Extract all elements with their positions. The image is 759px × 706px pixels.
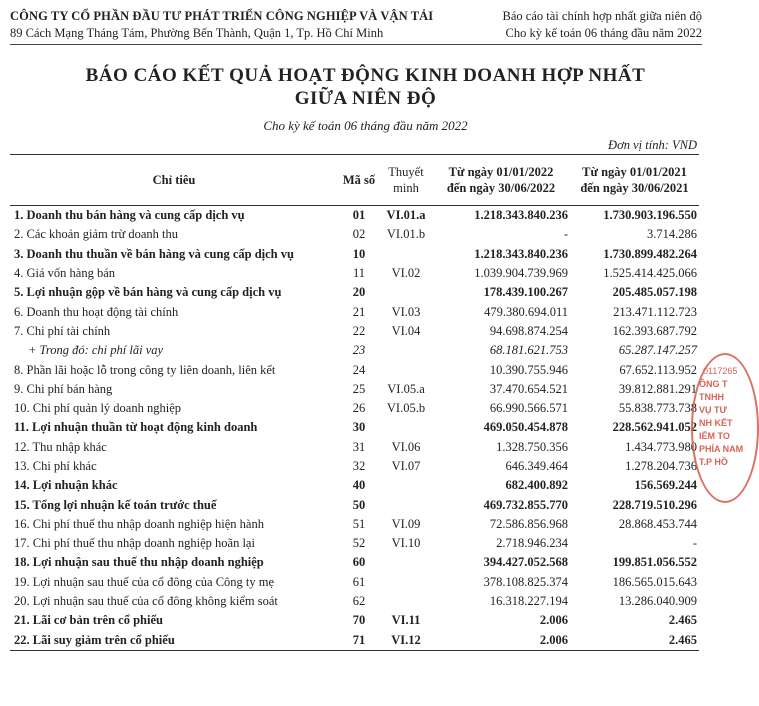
report-title-line2: GIỮA NIÊN ĐỘ bbox=[294, 88, 437, 109]
row-note bbox=[380, 418, 432, 437]
row-code: 11 bbox=[352, 266, 366, 281]
row-current-value: 469.732.855.770 bbox=[483, 497, 568, 512]
row-previous-value: 228.719.510.296 bbox=[612, 497, 697, 512]
table-row bbox=[10, 322, 699, 341]
table-row bbox=[10, 399, 699, 418]
row-current-value: - bbox=[563, 227, 568, 242]
row-label: + Trong đó: chi phí lãi vay bbox=[28, 343, 164, 358]
row-previous-value: 67.652.113.952 bbox=[619, 362, 697, 377]
row-label: 14. Lợi nhuận khác bbox=[14, 478, 118, 493]
row-previous-value: 55.838.773.738 bbox=[618, 401, 697, 416]
row-code: 25 bbox=[352, 381, 366, 396]
header-current-line2: đến ngày 30/06/2022 bbox=[446, 181, 556, 195]
row-label: 8. Phần lãi hoặc lỗ trong công ty liên doanh, liên kết bbox=[14, 362, 276, 377]
stamp-text-line: ÔNG T bbox=[699, 379, 728, 389]
row-code: 51 bbox=[352, 516, 366, 531]
row-note: VI.10 bbox=[391, 536, 421, 551]
row-label: 4. Giá vốn hàng bán bbox=[14, 266, 116, 281]
row-previous-value: 28.868.453.744 bbox=[618, 516, 697, 531]
row-note: VI.06 bbox=[391, 439, 421, 454]
row-note bbox=[380, 360, 432, 379]
header-previous-period bbox=[570, 155, 699, 206]
row-current-value: 68.181.621.753 bbox=[489, 343, 568, 358]
row-code: 23 bbox=[352, 343, 366, 358]
table-row bbox=[10, 341, 699, 360]
row-code: 24 bbox=[352, 362, 366, 377]
row-note: VI.04 bbox=[391, 323, 421, 338]
table-row bbox=[10, 302, 699, 321]
row-current-value: 178.439.100.267 bbox=[483, 285, 568, 300]
row-note bbox=[380, 341, 432, 360]
currency-unit: Đơn vị tính: VND bbox=[608, 138, 697, 152]
row-current-value: 469.050.454.878 bbox=[483, 420, 568, 435]
row-label: 1. Doanh thu bán hàng và cung cấp dịch vụ bbox=[14, 208, 245, 223]
row-current-value: 37.470.654.521 bbox=[489, 381, 568, 396]
row-current-value: 94.698.874.254 bbox=[489, 323, 568, 338]
row-code: 50 bbox=[352, 497, 366, 512]
row-current-value: 2.006 bbox=[539, 613, 568, 628]
row-label: 3. Doanh thu thuần về bán hàng và cung cấp dịch vụ bbox=[14, 246, 294, 261]
row-label: 12. Thu nhập khác bbox=[14, 439, 107, 454]
row-label: 2. Các khoản giảm trừ doanh thu bbox=[14, 227, 179, 242]
row-label: 5. Lợi nhuận gộp về bán hàng và cung cấp dịch vụ bbox=[14, 285, 282, 300]
stamp-text-line: TNHH bbox=[699, 392, 724, 402]
row-previous-value: 1.525.414.425.066 bbox=[603, 266, 697, 281]
row-current-value: 682.400.892 bbox=[505, 478, 568, 493]
row-code: 40 bbox=[352, 478, 366, 493]
header-code: Mã số bbox=[338, 155, 380, 206]
row-code: 60 bbox=[352, 555, 366, 570]
row-note: VI.09 bbox=[391, 516, 421, 531]
row-label: 11. Lợi nhuận thuần từ hoạt động kinh doanh bbox=[14, 420, 258, 435]
row-note: VI.12 bbox=[380, 631, 432, 651]
row-note: VI.01.a bbox=[386, 208, 426, 223]
row-code: 62 bbox=[352, 594, 366, 609]
stamp-text-line: IỂM TO bbox=[699, 431, 730, 441]
row-previous-value: - bbox=[692, 536, 697, 551]
row-label: 19. Lợi nhuận sau thuế của cổ đông của Công ty mẹ bbox=[14, 574, 275, 589]
row-code: 30 bbox=[352, 420, 366, 435]
table-row bbox=[10, 592, 699, 611]
table-row bbox=[10, 225, 699, 244]
row-current-value: 66.990.566.571 bbox=[489, 401, 568, 416]
row-current-value: 2.006 bbox=[432, 631, 570, 651]
row-code: 20 bbox=[352, 285, 366, 300]
report-title-line1: BÁO CÁO KẾT QUẢ HOẠT ĐỘNG KINH DOANH HỢP NHẤT bbox=[85, 65, 646, 86]
row-current-value: 1.328.750.356 bbox=[496, 439, 568, 454]
row-current-value: 16.318.227.194 bbox=[489, 594, 568, 609]
row-previous-value: 156.569.244 bbox=[634, 478, 697, 493]
row-previous-value: 199.851.056.552 bbox=[612, 555, 697, 570]
row-previous-value: 213.471.112.723 bbox=[613, 304, 697, 319]
row-current-value: 1.218.343.840.236 bbox=[474, 208, 568, 223]
document-header-right bbox=[503, 8, 702, 42]
table-body bbox=[10, 206, 699, 651]
table-row bbox=[10, 245, 699, 264]
row-previous-value: 65.287.147.257 bbox=[618, 343, 697, 358]
document-type: Báo cáo tài chính hợp nhất giữa niên độ bbox=[502, 9, 702, 23]
row-note: VI.11 bbox=[391, 613, 421, 628]
row-current-value: 72.586.856.968 bbox=[489, 516, 568, 531]
row-current-value: 2.718.946.234 bbox=[496, 536, 568, 551]
row-current-value: 1.218.343.840.236 bbox=[474, 246, 568, 261]
row-label: 6. Doanh thu hoạt động tài chính bbox=[14, 304, 179, 319]
table-row bbox=[10, 534, 699, 553]
header-note-line1: Thuyết bbox=[388, 165, 424, 179]
row-label: 9. Chi phí bán hàng bbox=[14, 381, 113, 396]
row-current-value: 1.039.904.739.969 bbox=[474, 266, 568, 281]
report-period: Cho kỳ kế toán 06 tháng đầu năm 2022 bbox=[263, 118, 468, 133]
header-note bbox=[380, 155, 432, 206]
row-label: 15. Tổng lợi nhuận kế toán trước thuế bbox=[14, 497, 217, 512]
row-note: VI.02 bbox=[391, 266, 421, 281]
table-row bbox=[10, 418, 699, 437]
row-previous-value: 3.714.286 bbox=[647, 227, 697, 242]
row-code: 22 bbox=[352, 323, 366, 338]
table-row bbox=[10, 495, 699, 514]
stamp-text-line: 0117265 bbox=[703, 366, 738, 376]
document-header-left bbox=[10, 8, 433, 42]
table-row bbox=[10, 380, 699, 399]
header-current-period bbox=[432, 155, 570, 206]
table-row bbox=[10, 611, 699, 630]
row-label: 17. Chi phí thuế thu nhập doanh nghiệp hoãn lại bbox=[14, 536, 255, 551]
header-period: Cho kỳ kế toán 06 tháng đầu năm 2022 bbox=[505, 26, 702, 40]
row-note bbox=[380, 283, 432, 302]
company-address: 89 Cách Mạng Tháng Tám, Phường Bến Thành, Quận 1, Tp. Hồ Chí Minh bbox=[10, 26, 384, 40]
row-code: 26 bbox=[352, 401, 366, 416]
row-previous-value: 228.562.941.052 bbox=[612, 420, 697, 435]
row-previous-value: 162.393.687.792 bbox=[612, 323, 697, 338]
header-current-line1: Từ ngày 01/01/2022 bbox=[448, 165, 554, 179]
row-previous-value: 39.812.881.291 bbox=[618, 381, 697, 396]
row-label: 7. Chi phí tài chính bbox=[14, 323, 111, 338]
row-label: 20. Lợi nhuận sau thuế của cổ đông không kiểm soát bbox=[14, 594, 278, 609]
table-row bbox=[10, 476, 699, 495]
row-note bbox=[380, 573, 432, 592]
row-previous-value: 205.485.057.198 bbox=[612, 285, 697, 300]
row-code: 61 bbox=[352, 574, 366, 589]
stamp-text-line: NH KẾT bbox=[699, 418, 733, 428]
income-statement-table bbox=[10, 154, 699, 651]
row-note: VI.07 bbox=[391, 459, 421, 473]
row-code: 52 bbox=[352, 536, 366, 551]
row-current-value: 479.380.694.011 bbox=[484, 304, 568, 319]
table-row bbox=[10, 283, 699, 302]
row-note bbox=[380, 476, 432, 495]
table-row bbox=[10, 206, 699, 226]
row-note bbox=[380, 245, 432, 264]
row-current-value: 394.427.052.568 bbox=[483, 555, 568, 570]
row-code: 31 bbox=[352, 439, 366, 454]
table-row bbox=[10, 264, 699, 283]
row-previous-value: 13.286.040.909 bbox=[618, 594, 697, 609]
header-divider bbox=[10, 44, 702, 45]
row-note bbox=[380, 592, 432, 611]
row-label: 21. Lãi cơ bản trên cổ phiếu bbox=[14, 613, 163, 628]
row-current-value: 10.390.755.946 bbox=[489, 362, 568, 377]
row-label: 16. Chi phí thuế thu nhập doanh nghiệp hiện hành bbox=[14, 516, 264, 531]
header-note-line2: minh bbox=[393, 181, 419, 195]
row-code: 01 bbox=[352, 208, 366, 223]
stamp-text-line: PHÍA NAM bbox=[699, 444, 744, 454]
row-current-value: 646.349.464 bbox=[505, 459, 568, 473]
table-row bbox=[10, 457, 699, 476]
row-label: 22. Lãi suy giảm trên cổ phiếu bbox=[10, 631, 338, 651]
stamp-text-line: T.P HỒ bbox=[699, 457, 728, 467]
table-row bbox=[10, 573, 699, 592]
row-label: 13. Chi phí khác bbox=[14, 459, 97, 473]
row-previous-value: 1.730.899.482.264 bbox=[603, 246, 697, 261]
row-previous-value: 1.278.204.736 bbox=[625, 459, 697, 473]
header-previous-line1: Từ ngày 01/01/2021 bbox=[582, 165, 687, 179]
row-current-value: 378.108.825.374 bbox=[483, 574, 568, 589]
row-label: 10. Chi phí quản lý doanh nghiệp bbox=[14, 401, 181, 416]
table-row bbox=[10, 631, 699, 651]
row-code: 21 bbox=[352, 304, 366, 319]
table-row bbox=[10, 553, 699, 572]
row-code: 02 bbox=[352, 227, 366, 242]
company-name: CÔNG TY CỔ PHẦN ĐẦU TƯ PHÁT TRIỂN CÔNG NGHIỆP VÀ VẬN TẢI bbox=[10, 9, 434, 23]
row-previous-value: 1.730.903.196.550 bbox=[603, 208, 697, 223]
row-code: 10 bbox=[352, 246, 366, 261]
row-note: VI.03 bbox=[391, 304, 421, 319]
company-seal-stamp bbox=[691, 353, 759, 503]
row-code: 70 bbox=[352, 613, 366, 628]
row-note: VI.05.b bbox=[386, 401, 426, 416]
report-title bbox=[0, 64, 731, 110]
row-note bbox=[380, 495, 432, 514]
row-code: 32 bbox=[352, 459, 366, 473]
table-row bbox=[10, 438, 699, 457]
row-label: 18. Lợi nhuận sau thuế thu nhập doanh nghiệp bbox=[14, 555, 264, 570]
table-header-row bbox=[10, 155, 699, 206]
header-previous-line2: đến ngày 30/06/2021 bbox=[580, 181, 689, 195]
stamp-text-line: VỤ TƯ bbox=[699, 405, 727, 415]
row-code: 71 bbox=[338, 631, 380, 651]
row-previous-value: 1.434.773.980 bbox=[625, 439, 697, 454]
table-row bbox=[10, 515, 699, 534]
row-note bbox=[380, 553, 432, 572]
row-note: VI.05.a bbox=[387, 381, 425, 396]
row-note: VI.01.b bbox=[386, 227, 426, 242]
row-previous-value: 2.465 bbox=[570, 631, 699, 651]
table-row bbox=[10, 360, 699, 379]
row-previous-value: 186.565.015.643 bbox=[612, 574, 697, 589]
row-previous-value: 2.465 bbox=[668, 613, 697, 628]
header-item: Chỉ tiêu bbox=[10, 155, 338, 206]
